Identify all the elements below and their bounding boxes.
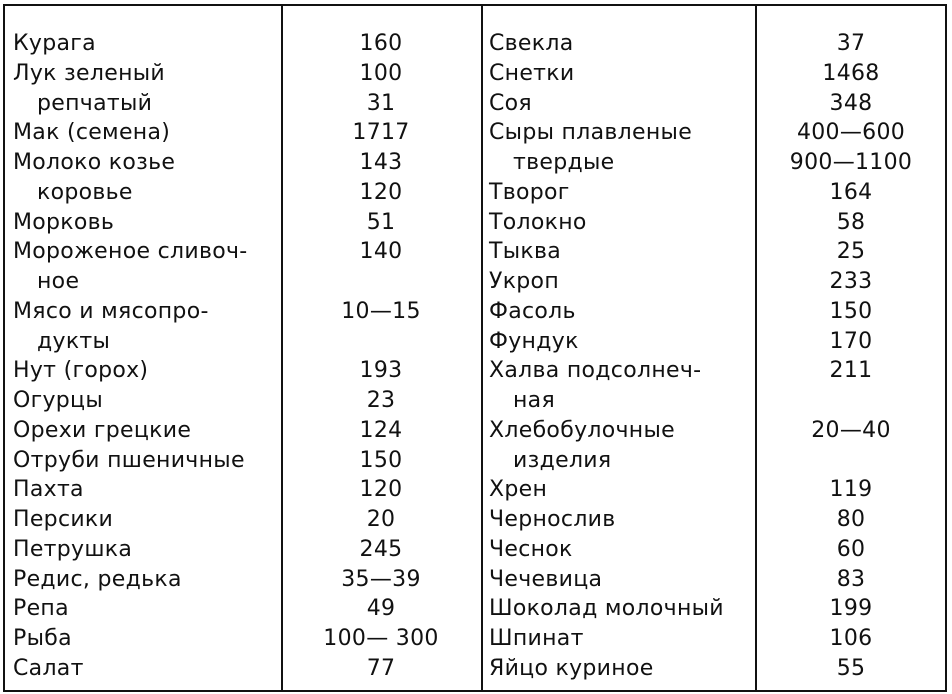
product-name: Халва подсолнеч- xyxy=(489,358,702,384)
product-name: Петрушка xyxy=(13,536,133,562)
product-value: 245 xyxy=(359,536,403,562)
product-name: Чеснок xyxy=(489,536,573,562)
product-value: 120 xyxy=(359,477,403,503)
left-names-column xyxy=(13,29,283,684)
product-value: 199 xyxy=(829,596,873,622)
product-value: 140 xyxy=(359,239,403,265)
product-value: 77 xyxy=(366,655,396,681)
product-value: 25 xyxy=(836,239,866,265)
product-value: 400—600 xyxy=(796,120,906,146)
product-name: Соя xyxy=(489,90,532,116)
product-value xyxy=(283,267,479,297)
product-name: Нут (горох) xyxy=(13,358,149,384)
product-name: Салат xyxy=(13,655,84,681)
product-name: Толокно xyxy=(489,209,587,235)
product-value: 1717 xyxy=(352,120,410,146)
product-name: Укроп xyxy=(489,269,560,294)
product-value xyxy=(283,327,479,357)
product-name: Лук зеленый xyxy=(13,60,166,86)
product-name: Чечевица xyxy=(489,566,603,592)
product-name: Редис, редька xyxy=(13,566,182,592)
product-name: Фундук xyxy=(489,328,579,354)
product-name: Морковь xyxy=(13,209,115,235)
nutrient-table xyxy=(3,4,947,692)
product-value: 51 xyxy=(366,209,396,235)
product-value: 211 xyxy=(829,358,873,384)
product-value: 164 xyxy=(829,179,873,205)
product-name: Шпинат xyxy=(489,626,584,651)
product-name: Шоколад молочный xyxy=(489,596,724,622)
product-value: 58 xyxy=(836,209,866,235)
product-value: 160 xyxy=(359,31,403,56)
product-name: Мясо и мясопро- xyxy=(13,298,209,324)
product-name: Тыква xyxy=(489,239,562,265)
product-value: 143 xyxy=(359,150,403,175)
product-name: Курага xyxy=(13,31,96,56)
product-value: 83 xyxy=(836,566,866,592)
product-value: 10—15 xyxy=(341,298,421,324)
product-name: Чернослив xyxy=(489,507,616,532)
product-name: Пахта xyxy=(13,477,84,503)
product-value: 193 xyxy=(359,358,403,384)
product-name: Огурцы xyxy=(13,388,104,413)
product-name: репчатый xyxy=(37,90,153,116)
product-name: Свекла xyxy=(489,31,574,56)
product-value: 49 xyxy=(366,596,396,622)
product-value: 150 xyxy=(829,298,873,324)
product-name: изделия xyxy=(513,447,612,473)
product-name: ная xyxy=(513,388,555,413)
product-value: 20—40 xyxy=(811,417,891,443)
product-name: Молоко козье xyxy=(13,150,176,175)
product-name: Мороженое сливоч- xyxy=(13,239,248,265)
product-value: 900—1100 xyxy=(789,150,913,175)
product-name: Снетки xyxy=(489,60,575,86)
column-divider xyxy=(481,6,483,690)
product-value: 120 xyxy=(359,179,403,205)
product-value: 170 xyxy=(829,328,873,354)
product-value: 119 xyxy=(829,477,873,503)
product-name: Творог xyxy=(489,179,570,205)
product-value: 60 xyxy=(836,536,866,562)
left-values-column xyxy=(283,29,479,684)
product-name: твердые xyxy=(513,150,615,175)
product-name: Репа xyxy=(13,596,69,622)
product-name: Сыры плавленые xyxy=(489,120,693,146)
right-names-column xyxy=(489,29,757,684)
product-name: Орехи грецкие xyxy=(13,417,192,443)
product-value: 80 xyxy=(836,507,866,532)
product-value: 31 xyxy=(366,90,396,116)
product-name: Персики xyxy=(13,507,114,532)
product-name: коровье xyxy=(37,179,133,205)
product-value: 35—39 xyxy=(341,566,421,592)
product-value: 1468 xyxy=(822,60,880,86)
product-value: 37 xyxy=(836,31,866,56)
product-name: Яйцо куриное xyxy=(489,655,654,681)
product-name: Мак (семена) xyxy=(13,120,171,146)
product-name: Хлебобулочные xyxy=(489,417,675,443)
right-values-column xyxy=(757,29,945,684)
product-value xyxy=(757,386,945,416)
product-value: 100 xyxy=(359,60,403,86)
product-value: 150 xyxy=(359,447,403,473)
product-value: 106 xyxy=(829,626,873,651)
product-value: 23 xyxy=(366,388,396,413)
product-name: Рыба xyxy=(13,626,72,651)
product-value: 124 xyxy=(359,417,403,443)
product-value xyxy=(757,446,945,476)
product-value: 20 xyxy=(366,507,396,532)
product-name: Фасоль xyxy=(489,298,576,324)
product-value: 348 xyxy=(829,90,873,116)
product-name: ное xyxy=(37,269,80,294)
product-value: 100— 300 xyxy=(323,626,439,651)
product-name: Отруби пшеничные xyxy=(13,447,245,473)
product-name: дукты xyxy=(37,328,111,354)
product-name: Хрен xyxy=(489,477,548,503)
product-value: 233 xyxy=(829,269,873,294)
product-value: 55 xyxy=(836,655,866,681)
